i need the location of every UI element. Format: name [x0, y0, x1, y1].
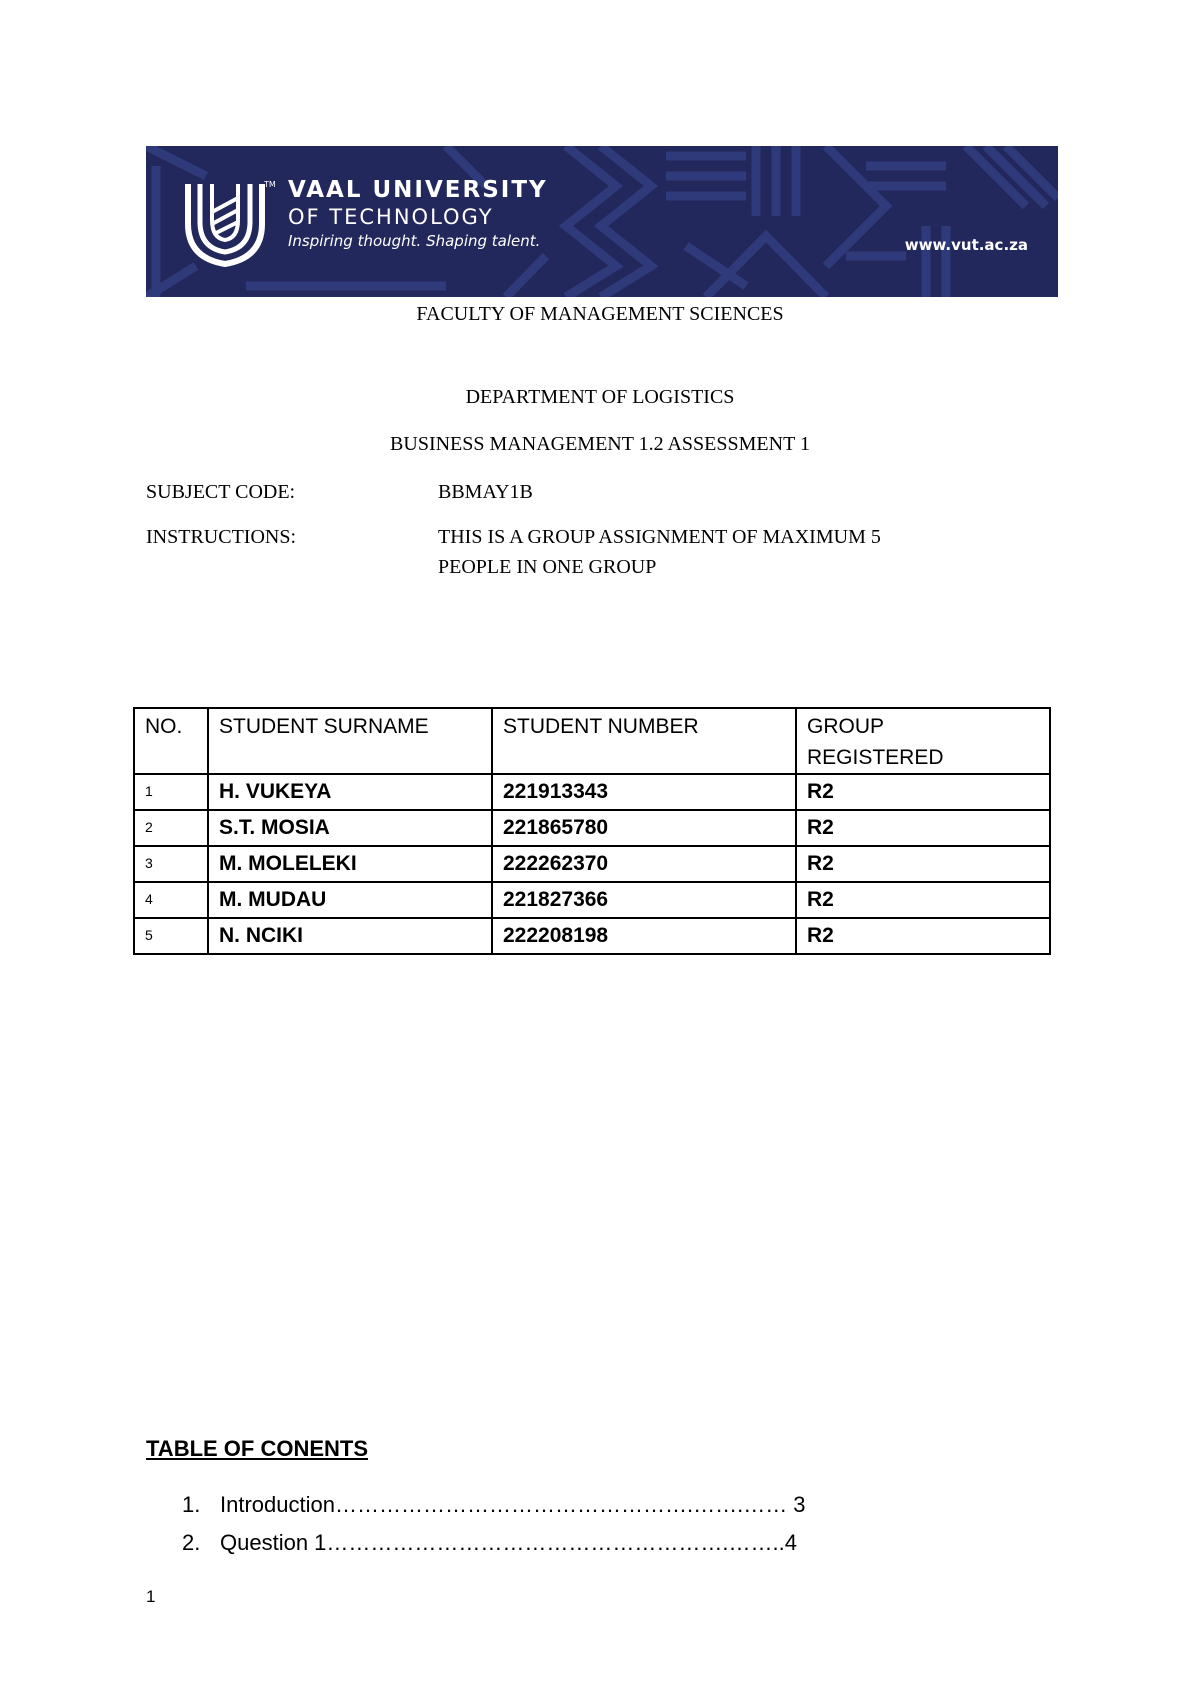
row-surname: H. VUKEYA	[208, 774, 492, 810]
university-banner	[146, 146, 1058, 297]
header-no: NO.	[134, 708, 208, 774]
faculty-heading: FACULTY OF MANAGEMENT SCIENCES	[416, 303, 784, 325]
row-group: R2	[796, 846, 1050, 882]
header-number: STUDENT NUMBER	[492, 708, 796, 774]
toc-item-number: 1.	[182, 1492, 201, 1517]
toc-list	[182, 1486, 806, 1562]
student-table	[133, 707, 1051, 955]
toc-item-text: Introduction………………………………………….…….…… 3	[220, 1492, 806, 1517]
row-group: R2	[796, 774, 1050, 810]
header-group-line2: REGISTERED	[807, 746, 944, 769]
toc-title: TABLE OF CONENTS	[146, 1436, 369, 1461]
row-group: R2	[796, 918, 1050, 954]
toc-item-number: 2.	[182, 1530, 201, 1555]
row-surname: M. MUDAU	[208, 882, 492, 918]
header-surname: STUDENT SURNAME	[208, 708, 492, 774]
row-no: 1	[134, 774, 208, 810]
university-name	[288, 176, 548, 252]
instructions-value	[438, 522, 1038, 582]
subject-code-value: BBMAY1B	[438, 481, 533, 503]
table-row	[134, 882, 1050, 918]
row-number: 221913343	[492, 774, 796, 810]
row-group: R2	[796, 882, 1050, 918]
row-no: 5	[134, 918, 208, 954]
row-no: 2	[134, 810, 208, 846]
toc-item	[182, 1486, 806, 1524]
table-row	[134, 846, 1050, 882]
brand-line2: OF TECHNOLOGY	[288, 205, 494, 229]
table-row	[134, 774, 1050, 810]
page-number: 1	[146, 1587, 156, 1606]
table-row	[134, 918, 1050, 954]
row-number: 222262370	[492, 846, 796, 882]
instructions-line1: THIS IS A GROUP ASSIGNMENT OF MAXIMUM 5	[438, 526, 881, 548]
instructions-label: INSTRUCTIONS:	[146, 526, 297, 548]
header-group	[796, 708, 1050, 774]
toc-item	[182, 1524, 806, 1562]
table-header-row	[134, 708, 1050, 774]
row-no: 3	[134, 846, 208, 882]
vut-shield-icon	[180, 178, 270, 268]
row-number: 221865780	[492, 810, 796, 846]
banner-pattern	[146, 146, 1058, 297]
row-surname: M. MOLELEKI	[208, 846, 492, 882]
subject-code-label: SUBJECT CODE:	[146, 481, 296, 503]
row-surname: N. NCIKI	[208, 918, 492, 954]
department-heading: DEPARTMENT OF LOGISTICS	[465, 386, 735, 408]
row-number: 222208198	[492, 918, 796, 954]
header-group-line1: GROUP	[807, 715, 885, 738]
row-no: 4	[134, 882, 208, 918]
trademark-mark: TM	[264, 180, 276, 189]
instructions-line2: PEOPLE IN ONE GROUP	[438, 556, 657, 578]
course-heading: BUSINESS MANAGEMENT 1.2 ASSESSMENT 1	[390, 433, 810, 455]
tagline: Inspiring thought. Shaping talent.	[288, 232, 541, 250]
brand-line1: VAAL UNIVERSITY	[288, 177, 548, 203]
row-surname: S.T. MOSIA	[208, 810, 492, 846]
table-row	[134, 810, 1050, 846]
website-text: www.vut.ac.za	[904, 236, 1028, 254]
row-group: R2	[796, 810, 1050, 846]
row-number: 221827366	[492, 882, 796, 918]
toc-item-text: Question 1……………………………………………….……..4	[220, 1530, 797, 1555]
